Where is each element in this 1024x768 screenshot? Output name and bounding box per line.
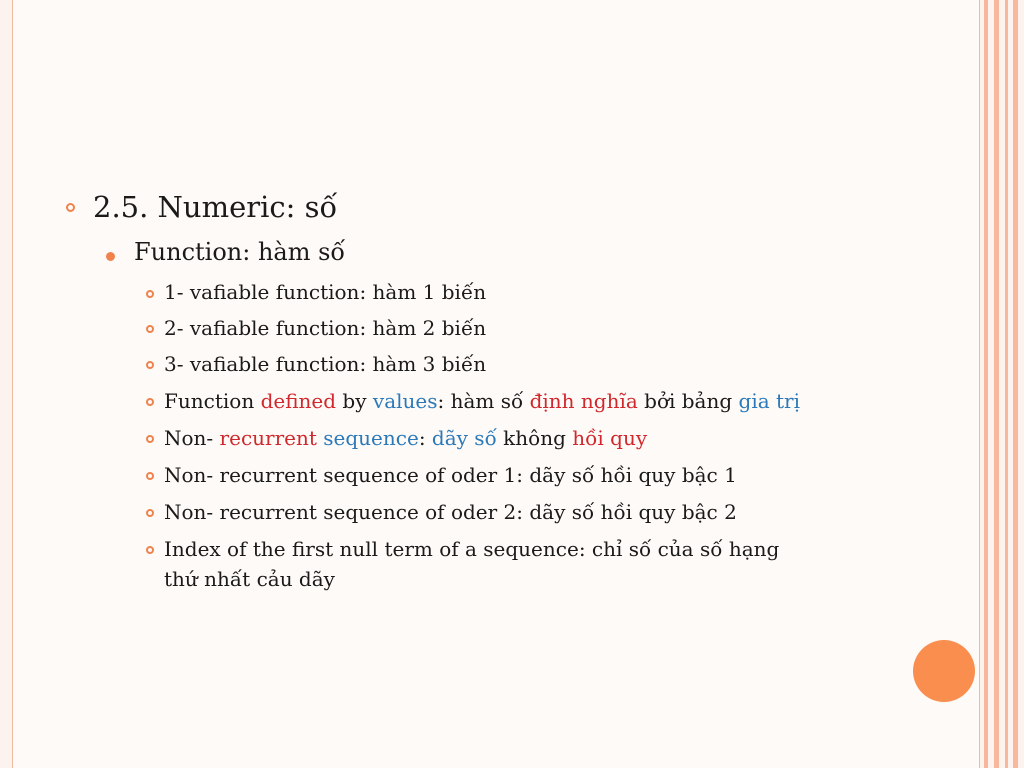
ring-bullet-icon [146, 361, 154, 369]
slide-frame [12, 0, 980, 768]
list-item: Index of the first null term of a sequence: chỉ số của số hạng [164, 537, 780, 561]
highlight-blue: dãy số [431, 426, 497, 450]
sub-heading-text: Function: hàm số [134, 238, 346, 266]
ring-bullet-icon [146, 472, 154, 480]
highlight-red: hồi quy [572, 426, 648, 450]
list-item: Non- recurrent sequence of oder 2: dãy số hồi quy bậc 2 [164, 500, 737, 524]
text-run: Function [164, 389, 261, 413]
list-item: 2- vafiable function: hàm 2 biến [164, 316, 487, 340]
text-run: : [418, 426, 432, 450]
ring-bullet-icon [146, 546, 154, 554]
ring-bullet-icon [146, 290, 154, 298]
ring-bullet-icon [66, 203, 75, 212]
dot-bullet-icon [106, 252, 115, 261]
text-run: : hàm số [437, 389, 530, 413]
text-run: không [496, 426, 573, 450]
decor-circle [913, 640, 975, 702]
ring-bullet-icon [146, 509, 154, 517]
highlight-blue: values [372, 389, 438, 413]
highlight-blue: gia trị [738, 389, 801, 413]
list-item [164, 389, 800, 413]
list-item: 1- vafiable function: hàm 1 biến [164, 280, 487, 304]
decor-stripe [1005, 0, 1008, 768]
highlight-red: định nghĩa [529, 389, 638, 413]
highlight-blue: sequence [323, 426, 419, 450]
ring-bullet-icon [146, 325, 154, 333]
ring-bullet-icon [146, 435, 154, 443]
decor-stripe [984, 0, 988, 768]
list-item: 3- vafiable function: hàm 3 biến [164, 352, 487, 376]
highlight-red: recurrent [219, 426, 317, 450]
text-run: bởi bảng [637, 389, 739, 413]
decor-stripe [994, 0, 999, 768]
heading-text: 2.5. Numeric: số [93, 190, 338, 224]
list-item [164, 426, 647, 450]
text-run: by [336, 389, 373, 413]
list-item: Non- recurrent sequence of oder 1: dãy số hồi quy bậc 1 [164, 463, 737, 487]
ring-bullet-icon [146, 398, 154, 406]
text-run: Non- [164, 426, 220, 450]
list-item-continuation: thứ nhất cảu dãy [164, 567, 335, 591]
decor-stripe [1013, 0, 1018, 768]
highlight-red: defined [260, 389, 337, 413]
